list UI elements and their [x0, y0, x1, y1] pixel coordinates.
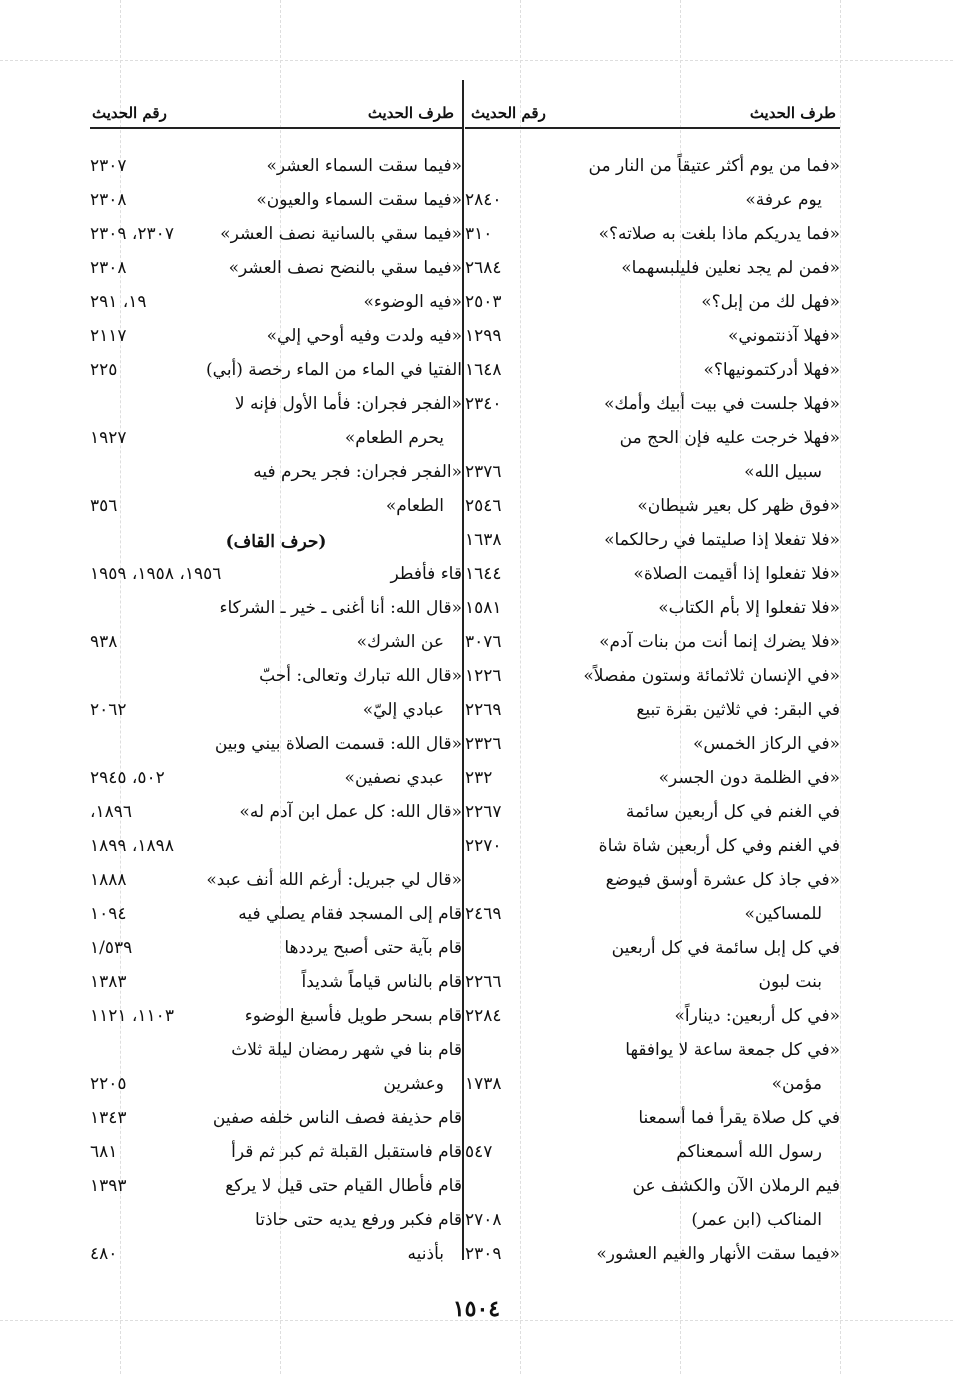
index-entry [465, 390, 840, 424]
hadith-incipit: قام حذيفة فصف الناس خلفه صفين [212, 1108, 462, 1128]
hadith-incipit: في البقر: في ثلاثين بقرة تبيع [636, 700, 840, 720]
index-entry [90, 390, 462, 424]
hadith-number: ٢٠٦٢ [90, 700, 127, 720]
hadith-incipit: «فهل لك من إبل؟» [701, 292, 840, 312]
hadith-incipit: عبدي نصفين» [344, 768, 444, 788]
index-entry [465, 1104, 840, 1138]
index-entry [465, 764, 840, 798]
index-entry [465, 526, 840, 560]
hadith-number: ٤٨٠ [90, 1244, 118, 1264]
hadith-number: ٢٢٠٥ [90, 1074, 127, 1094]
hadith-incipit: عن الشرك» [356, 632, 444, 652]
hadith-number: ٢٢٦٩ [465, 700, 502, 720]
left-column-number-header: رقم الحديث [92, 104, 167, 122]
hadith-incipit: في كل إبل سائمة في كل أربعين [611, 938, 840, 958]
hadith-incipit: «فلا تفعلا إذا صليتما في رحالكما» [604, 530, 840, 550]
hadith-number: ١٢٢٦ [465, 666, 502, 686]
index-entry [90, 968, 462, 1002]
hadith-number: ١/٥٣٩ [90, 938, 133, 958]
hadith-incipit: في الغنم في كل أربعين سائمة [625, 802, 840, 822]
hadith-number: ١٦٣٨ [465, 530, 502, 550]
hadith-number: ٢٣٢ [465, 768, 493, 788]
hadith-number: ٢٣٧٦ [465, 462, 502, 482]
hadith-number: ١١٠٣، ١١٢١ [90, 1006, 174, 1026]
hadith-number: ٢٣٠٨ [90, 190, 127, 210]
left-header-rule [90, 127, 462, 129]
index-entry [90, 1172, 462, 1206]
index-entry [90, 866, 462, 900]
hadith-incipit: «فيما سقت السماء العشر» [266, 156, 462, 176]
index-entry [90, 798, 462, 832]
hadith-number: ١٠٩٤ [90, 904, 127, 924]
hadith-number: ٢٢٦٧ [465, 802, 502, 822]
hadith-incipit: بأذنيه [407, 1244, 444, 1264]
hadith-incipit: «فيما سقي بالنضح نصف العشر» [228, 258, 462, 278]
hadith-incipit: قاء فأفطر [390, 564, 462, 584]
index-entry [465, 254, 840, 288]
hadith-incipit: «فيه الوضوء» [363, 292, 462, 312]
index-entry [465, 560, 840, 594]
hadith-incipit: قام بالناس قياماً شديداً [301, 972, 462, 992]
column-divider [462, 80, 464, 1260]
index-entry [90, 1206, 462, 1240]
hadith-number: ٢٥٠٣ [465, 292, 502, 312]
hadith-number: ٢٤٦٩ [465, 904, 502, 924]
index-entry [465, 288, 840, 322]
index-entry [90, 764, 462, 798]
hadith-number: ١٦٤٨ [465, 360, 502, 380]
hadith-incipit: «فلا تفعلوا إذا أقيمت الصلاة» [633, 564, 840, 584]
index-entry [90, 594, 462, 628]
hadith-number: ٦٨١ [90, 1142, 118, 1162]
hadith-number: ١٨٩٦، [90, 802, 133, 822]
index-entry [465, 186, 840, 220]
index-entry [90, 1002, 462, 1036]
hadith-incipit: قام فأطال القيام حتى قيل لا يركع [225, 1176, 462, 1196]
index-entry [465, 662, 840, 696]
hadith-incipit: «فهلا جلست في بيت أبيك وأمك» [603, 394, 840, 414]
section-title: (حرف القاف) [225, 532, 327, 552]
hadith-incipit: «قال الله: قسمت الصلاة بيني وبين [214, 734, 462, 754]
hadith-incipit: «في الإنسان ثلاثمائة وستون مفصلاً» [583, 666, 840, 686]
index-entry [465, 152, 840, 186]
hadith-incipit: «فلا تفعلوا إلا بأم الكتاب» [658, 598, 840, 618]
hadith-incipit: «فهلا آذنتموني» [728, 326, 840, 346]
hadith-incipit: في كل صلاة يقرأ فما أسمعنا [638, 1108, 840, 1128]
index-entry [465, 424, 840, 458]
hadith-incipit: «قال الله: كل عمل ابن آدم له» [239, 802, 462, 822]
index-entry [465, 1036, 840, 1070]
index-entry [465, 322, 840, 356]
hadith-incipit: «فما من يوم أكثر عتيقاً من النار من [588, 156, 840, 176]
index-entry [465, 900, 840, 934]
hadith-incipit: سبيل الله» [744, 462, 822, 482]
hadith-number: ٢٥٤٦ [465, 496, 502, 516]
index-entry [90, 1070, 462, 1104]
hadith-incipit: فيم الرملان الآن والكشف عن [632, 1176, 840, 1196]
hadith-incipit: «فيما سقي بالسانية نصف العشر» [220, 224, 462, 244]
hadith-incipit: المناكب (ابن عمر) [691, 1210, 822, 1230]
index-entry [465, 1138, 840, 1172]
index-entry [90, 356, 462, 390]
hadith-number: ١٩، ٢٩١ [90, 292, 147, 312]
hadith-number: ٣٠٧٦ [465, 632, 502, 652]
hadith-number: ٢٢٨٤ [465, 1006, 502, 1026]
left-rows [90, 152, 462, 1274]
index-entry [465, 1206, 840, 1240]
index-entry [465, 832, 840, 866]
hadith-incipit: «فهلا أدركتمونيها؟» [703, 360, 840, 380]
hadith-number: ١٨٨٨ [90, 870, 127, 890]
hadith-number: ١٢٩٩ [465, 326, 502, 346]
hadith-number: ٢٨٤٠ [465, 190, 502, 210]
hadith-number: ٢٣٢٦ [465, 734, 502, 754]
hadith-incipit: «فهلا خرجت عليه فإن الحج من [619, 428, 840, 448]
hadith-incipit: الطعام» [385, 496, 444, 516]
hadith-number: ٢٣٠٧، ٢٣٠٩ [90, 224, 174, 244]
right-column-number-header: رقم الحديث [471, 104, 546, 122]
index-entry [90, 662, 462, 696]
hadith-number: ٢٣٤٠ [465, 394, 502, 414]
index-entry [465, 220, 840, 254]
index-entry [90, 628, 462, 662]
hadith-incipit: «فلا يضرك إنما أنت من بنات آدم» [599, 632, 840, 652]
index-entry [465, 1240, 840, 1274]
index-entry [465, 628, 840, 662]
index-entry [90, 492, 462, 526]
index-entry [90, 1240, 462, 1274]
hadith-incipit: في الغنم وفي كل أربعين شاة شاة [598, 836, 840, 856]
hadith-number: ١٧٣٨ [465, 1074, 502, 1094]
index-entry [465, 1002, 840, 1036]
index-entry [90, 1036, 462, 1070]
index-entry [90, 152, 462, 186]
hadith-number: ١٩٥٦، ١٩٥٨، ١٩٥٩ [90, 564, 222, 584]
left-column-title: طرف الحديث [367, 104, 454, 122]
index-entry [90, 220, 462, 254]
hadith-incipit: يحرم الطعام» [344, 428, 444, 448]
hadith-number: ١٥٨١ [465, 598, 502, 618]
hadith-number: ١٩٢٧ [90, 428, 127, 448]
hadith-number: ٥٤٧ [465, 1142, 493, 1162]
hadith-number: ٢٧٠٨ [465, 1210, 502, 1230]
hadith-incipit: بنت لبون [758, 972, 822, 992]
hadith-incipit: «في كل جمعة ساعة لا يوافقها [625, 1040, 840, 1060]
hadith-incipit: مؤمن» [771, 1074, 822, 1094]
hadith-number: ١٦٤٤ [465, 564, 502, 584]
hadith-number: ٢١١٧ [90, 326, 127, 346]
index-entry [90, 900, 462, 934]
index-entry [90, 934, 462, 968]
page-number: ١٥٠٤ [452, 1296, 501, 1322]
hadith-number: ٢٢٦٦ [465, 972, 502, 992]
hadith-incipit: «قال الله تبارك وتعالى: أحبّ [259, 666, 462, 686]
hadith-incipit: «في الركاز الخمس» [692, 734, 840, 754]
hadith-number: ١٨٩٨، ١٨٩٩ [90, 836, 174, 856]
index-entry [465, 968, 840, 1002]
index-entry [465, 696, 840, 730]
hadith-incipit: «قال لي جبريل: أرغم الله أنف عبد» [206, 870, 462, 890]
index-entry [465, 866, 840, 900]
right-column-title: طرف الحديث [749, 104, 836, 122]
hadith-incipit: قام بآية حتى أصبح يرددها [284, 938, 462, 958]
hadith-incipit: قام فكبر ورفع يديه حتى حاذتا [255, 1210, 462, 1230]
hadith-incipit: «فيما سقت الأنهار والغيم العشور» [596, 1244, 840, 1264]
index-entry [90, 288, 462, 322]
index-entry [90, 1138, 462, 1172]
hadith-incipit: الفتيا في الماء من الماء رخصة (أبي) [206, 360, 462, 380]
hadith-incipit: «فيه ولدت وفيه أوحي إلي» [266, 326, 462, 346]
hadith-incipit: رسول الله أسمعناكم [676, 1142, 822, 1162]
index-entry [465, 1172, 840, 1206]
hadith-number: ٩٣٨ [90, 632, 118, 652]
hadith-incipit: للمساكين» [744, 904, 822, 924]
hadith-incipit: «فوق ظهر كل بعير شيطان» [637, 496, 840, 516]
hadith-incipit: «قال الله: أنا أغنى ـ خير ـ الشركاء [219, 598, 462, 618]
hadith-number: ٢٢٧٠ [465, 836, 502, 856]
right-rows [465, 152, 840, 1274]
hadith-number: ٢٣٠٨ [90, 258, 127, 278]
hadith-incipit: «الفجر فجران: فجر يحرم فيه [253, 462, 462, 482]
hadith-incipit: عبادي إليّ» [362, 700, 444, 720]
hadith-incipit: «في جاذ كل عشرة أوسق فيوضع [605, 870, 840, 890]
section-heading [90, 526, 462, 560]
index-entry [90, 832, 462, 866]
hadith-incipit: يوم عرفة» [745, 190, 822, 210]
hadith-incipit: قام بنا في شهر رمضان ليلة ثلاث [231, 1040, 462, 1060]
hadith-number: ١٣٤٣ [90, 1108, 127, 1128]
hadith-incipit: «فما يدريكم ماذا بلغت به صلاته؟» [598, 224, 840, 244]
index-entry [90, 1104, 462, 1138]
hadith-number: ٥٠٢، ٢٩٤٥ [90, 768, 165, 788]
hadith-incipit: قام فاستقبل القبلة ثم كبر ثم قرأ [231, 1142, 462, 1162]
index-entry [465, 458, 840, 492]
hadith-number: ٢٣٠٩ [465, 1244, 502, 1264]
index-entry [465, 798, 840, 832]
index-entry [90, 696, 462, 730]
index-entry [90, 424, 462, 458]
index-entry [90, 730, 462, 764]
hadith-incipit: «فيما سقت السماء والعيون» [256, 190, 462, 210]
index-entry [465, 356, 840, 390]
hadith-incipit: وعشرين [383, 1074, 444, 1094]
index-entry [465, 594, 840, 628]
index-entry [465, 1070, 840, 1104]
index-entry [90, 186, 462, 220]
hadith-incipit: «فمن لم يجد نعلين فليلبسهما» [621, 258, 840, 278]
hadith-number: ٢٣٠٧ [90, 156, 127, 176]
hadith-number: ١٣٩٣ [90, 1176, 127, 1196]
hadith-number: ٢٦٨٤ [465, 258, 502, 278]
index-entry [90, 458, 462, 492]
index-entry [465, 730, 840, 764]
index-entry [90, 254, 462, 288]
hadith-number: ١٣٨٣ [90, 972, 127, 992]
hadith-number: ٣٥٦ [90, 496, 118, 516]
hadith-incipit: قام بسحر طويل فأسبغ الوضوء [244, 1006, 462, 1026]
right-header-rule [465, 127, 840, 129]
hadith-number: ٢٢٥ [90, 360, 118, 380]
index-entry [90, 322, 462, 356]
hadith-incipit: «الفجر فجران: فأما الأول فإنه لا [234, 394, 462, 414]
hadith-number: ٣١٠ [465, 224, 493, 244]
index-entry [465, 934, 840, 968]
hadith-incipit: قام إلى المسجد فقام يصلي فيه [238, 904, 462, 924]
index-entry [90, 560, 462, 594]
hadith-incipit: «في الظلمة دون الجسر» [658, 768, 840, 788]
hadith-incipit: «في كل أربعين: ديناراً» [674, 1006, 840, 1026]
index-entry [465, 492, 840, 526]
